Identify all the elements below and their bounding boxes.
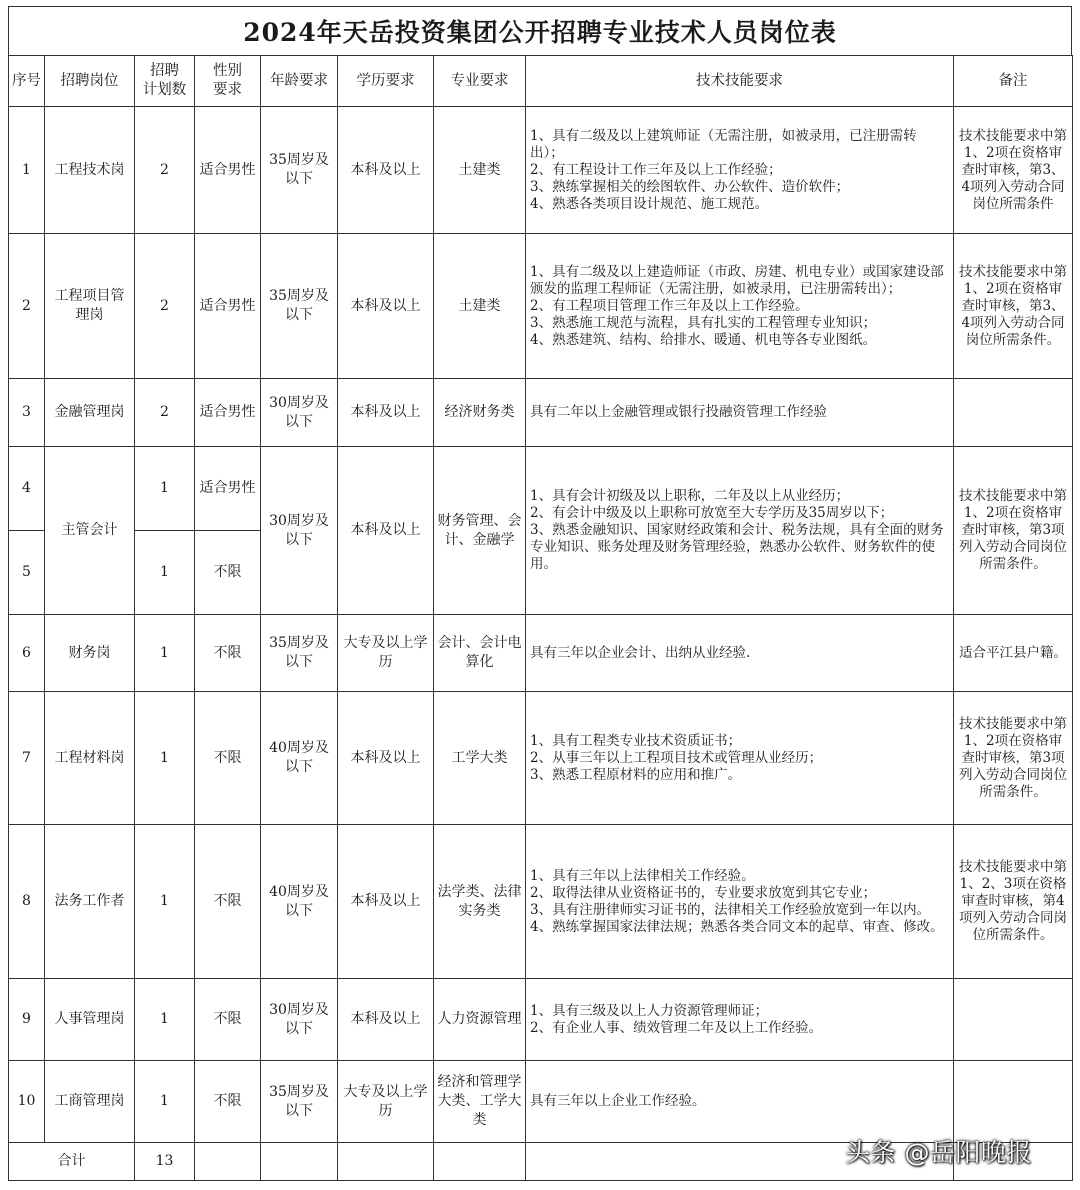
cell-major: 法学类、法律实务类 bbox=[434, 825, 526, 979]
positions-table bbox=[8, 55, 1073, 1181]
cell-note bbox=[954, 379, 1073, 447]
cell-seq: 3 bbox=[9, 379, 45, 447]
title-bar bbox=[8, 6, 1072, 55]
cell-age: 30周岁及以下 bbox=[261, 379, 338, 447]
cell-seq: 1 bbox=[9, 107, 45, 234]
cell-note: 技术技能要求中第1、2项在资格审查时审核，第3、4项列入劳动合同岗位所需条件。 bbox=[954, 234, 1073, 379]
cell-seq: 6 bbox=[9, 615, 45, 692]
cell-skills: 1、具有会计初级及以上职称，二年及以上从业经历； 2、有会计中级及以上职称可放宽至大专学历及35周岁以下； 3、熟悉金融知识、国家财经政策和会计、税务法规，具有全面的财务专业知识、账务处理及财务管理经验，熟悉办公软件、财务软件的使用。 bbox=[526, 447, 954, 615]
cell-position: 工程材料岗 bbox=[45, 692, 135, 825]
empty-cell bbox=[434, 1143, 526, 1181]
header-position: 招聘岗位 bbox=[45, 56, 135, 107]
header-gender: 性别 要求 bbox=[195, 56, 261, 107]
table-row bbox=[9, 979, 1073, 1061]
cell-education: 本科及以上 bbox=[338, 107, 434, 234]
cell-skills: 具有二年以上金融管理或银行投融资管理工作经验 bbox=[526, 379, 954, 447]
watermark: 头条 @岳阳晚报 bbox=[845, 1138, 1032, 1167]
cell-note: 技术技能要求中第1、2项在资格审查时审核，第3、4项列入劳动合同岗位所需条件 bbox=[954, 107, 1073, 234]
cell-plan: 1 bbox=[135, 615, 195, 692]
cell-position: 人事管理岗 bbox=[45, 979, 135, 1061]
page-title: 2024年天岳投资集团公开招聘专业技术人员岗位表 bbox=[243, 18, 837, 47]
header-major: 专业要求 bbox=[434, 56, 526, 107]
recruitment-sheet bbox=[8, 6, 1072, 1181]
cell-gender: 不限 bbox=[195, 692, 261, 825]
header-education: 学历要求 bbox=[338, 56, 434, 107]
cell-seq: 9 bbox=[9, 979, 45, 1061]
table-row bbox=[9, 107, 1073, 234]
cell-age: 30周岁及以下 bbox=[261, 979, 338, 1061]
cell-skills: 1、具有三级及以上人力资源管理师证； 2、有企业人事、绩效管理二年及以上工作经验。 bbox=[526, 979, 954, 1061]
cell-position: 工商管理岗 bbox=[45, 1061, 135, 1143]
cell-major: 人力资源管理 bbox=[434, 979, 526, 1061]
cell-age: 35周岁及以下 bbox=[261, 615, 338, 692]
cell-position: 工程技术岗 bbox=[45, 107, 135, 234]
cell-skills: 1、具有二级及以上建筑师证（无需注册，如被录用，已注册需转出）； 2、有工程设计工作三年及以上工作经验； 3、熟练掌握相关的绘图软件、办公软件、造价软件； 4、熟悉各类项目设计规范、施工规范。 bbox=[526, 107, 954, 234]
cell-plan: 2 bbox=[135, 379, 195, 447]
table-row bbox=[9, 379, 1073, 447]
total-label: 合计 bbox=[9, 1143, 135, 1181]
cell-position: 工程项目管理岗 bbox=[45, 234, 135, 379]
cell-education: 本科及以上 bbox=[338, 692, 434, 825]
cell-skills: 具有三年以企业会计、出纳从业经验. bbox=[526, 615, 954, 692]
cell-major: 经济财务类 bbox=[434, 379, 526, 447]
table-row bbox=[9, 615, 1073, 692]
cell-position: 主管会计 bbox=[45, 447, 135, 615]
cell-plan: 1 bbox=[135, 1061, 195, 1143]
cell-position: 金融管理岗 bbox=[45, 379, 135, 447]
table-row bbox=[9, 1061, 1073, 1143]
cell-major: 工学大类 bbox=[434, 692, 526, 825]
table-row bbox=[9, 234, 1073, 379]
cell-education: 大专及以上学历 bbox=[338, 615, 434, 692]
cell-skills: 1、具有二级及以上建造师证（市政、房建、机电专业）或国家建设部颁发的监理工程师证（无需注册，如被录用，已注册需转出）； 2、有工程项目管理工作三年及以上工作经验。 3、熟悉施工规范与流程，具有扎实的工程管理专业知识； 4、熟悉建筑、结构、给排水、暖通、机电等各专业图纸。 bbox=[526, 234, 954, 379]
cell-seq: 4 bbox=[9, 447, 45, 531]
cell-education: 本科及以上 bbox=[338, 234, 434, 379]
cell-seq: 5 bbox=[9, 531, 45, 615]
cell-note bbox=[954, 979, 1073, 1061]
cell-major: 土建类 bbox=[434, 107, 526, 234]
cell-education: 本科及以上 bbox=[338, 379, 434, 447]
cell-gender: 适合男性 bbox=[195, 447, 261, 531]
cell-gender: 适合男性 bbox=[195, 234, 261, 379]
cell-age: 30周岁及以下 bbox=[261, 447, 338, 615]
cell-major: 财务管理、会计、金融学 bbox=[434, 447, 526, 615]
cell-education: 大专及以上学历 bbox=[338, 1061, 434, 1143]
cell-plan: 2 bbox=[135, 107, 195, 234]
cell-skills: 具有三年以上企业工作经验。 bbox=[526, 1061, 954, 1143]
cell-note: 技术技能要求中第1、2项在资格审查时审核，第3项列入劳动合同岗位所需条件。 bbox=[954, 447, 1073, 615]
cell-gender: 适合男性 bbox=[195, 107, 261, 234]
header-seq: 序号 bbox=[9, 56, 45, 107]
header-row bbox=[9, 56, 1073, 107]
cell-education: 本科及以上 bbox=[338, 825, 434, 979]
cell-age: 35周岁及以下 bbox=[261, 107, 338, 234]
cell-note: 技术技能要求中第1、2、3项在资格审查时审核，第4项列入劳动合同岗位所需条件。 bbox=[954, 825, 1073, 979]
cell-plan: 1 bbox=[135, 692, 195, 825]
cell-age: 35周岁及以下 bbox=[261, 1061, 338, 1143]
empty-cell bbox=[195, 1143, 261, 1181]
header-note: 备注 bbox=[954, 56, 1073, 107]
table-row bbox=[9, 692, 1073, 825]
cell-education: 本科及以上 bbox=[338, 979, 434, 1061]
cell-seq: 10 bbox=[9, 1061, 45, 1143]
cell-gender: 不限 bbox=[195, 1061, 261, 1143]
cell-skills: 1、具有三年以上法律相关工作经验。 2、取得法律从业资格证书的，专业要求放宽到其它专业； 3、具有注册律师实习证书的，法律相关工作经验放宽到一年以内。 4、熟练掌握国家法律法规；熟悉各类合同文本的起草、审查、修改。 bbox=[526, 825, 954, 979]
cell-note: 技术技能要求中第1、2项在资格审查时审核，第3项列入劳动合同岗位所需条件。 bbox=[954, 692, 1073, 825]
cell-seq: 7 bbox=[9, 692, 45, 825]
cell-gender: 不限 bbox=[195, 979, 261, 1061]
header-skills: 技术技能要求 bbox=[526, 56, 954, 107]
cell-major: 经济和管理学大类、工学大类 bbox=[434, 1061, 526, 1143]
cell-plan: 1 bbox=[135, 979, 195, 1061]
cell-major: 会计、会计电算化 bbox=[434, 615, 526, 692]
cell-gender: 不限 bbox=[195, 825, 261, 979]
cell-major: 土建类 bbox=[434, 234, 526, 379]
empty-cell bbox=[261, 1143, 338, 1181]
total-plan: 13 bbox=[135, 1143, 195, 1181]
table-row bbox=[9, 825, 1073, 979]
cell-gender: 不限 bbox=[195, 615, 261, 692]
cell-skills: 1、具有工程类专业技术资质证书； 2、从事三年以上工程项目技术或管理从业经历； 3、熟悉工程原材料的应用和推广。 bbox=[526, 692, 954, 825]
header-age: 年龄要求 bbox=[261, 56, 338, 107]
cell-age: 40周岁及以下 bbox=[261, 692, 338, 825]
cell-plan: 1 bbox=[135, 447, 195, 531]
cell-gender: 适合男性 bbox=[195, 379, 261, 447]
cell-plan: 1 bbox=[135, 531, 195, 615]
empty-cell bbox=[338, 1143, 434, 1181]
cell-education: 本科及以上 bbox=[338, 447, 434, 615]
cell-seq: 8 bbox=[9, 825, 45, 979]
cell-position: 法务工作者 bbox=[45, 825, 135, 979]
cell-note bbox=[954, 1061, 1073, 1143]
cell-plan: 1 bbox=[135, 825, 195, 979]
cell-age: 40周岁及以下 bbox=[261, 825, 338, 979]
table-row bbox=[9, 447, 1073, 531]
header-plan: 招聘 计划数 bbox=[135, 56, 195, 107]
cell-age: 35周岁及以下 bbox=[261, 234, 338, 379]
cell-position: 财务岗 bbox=[45, 615, 135, 692]
cell-plan: 2 bbox=[135, 234, 195, 379]
cell-gender: 不限 bbox=[195, 531, 261, 615]
cell-seq: 2 bbox=[9, 234, 45, 379]
cell-note: 适合平江县户籍。 bbox=[954, 615, 1073, 692]
